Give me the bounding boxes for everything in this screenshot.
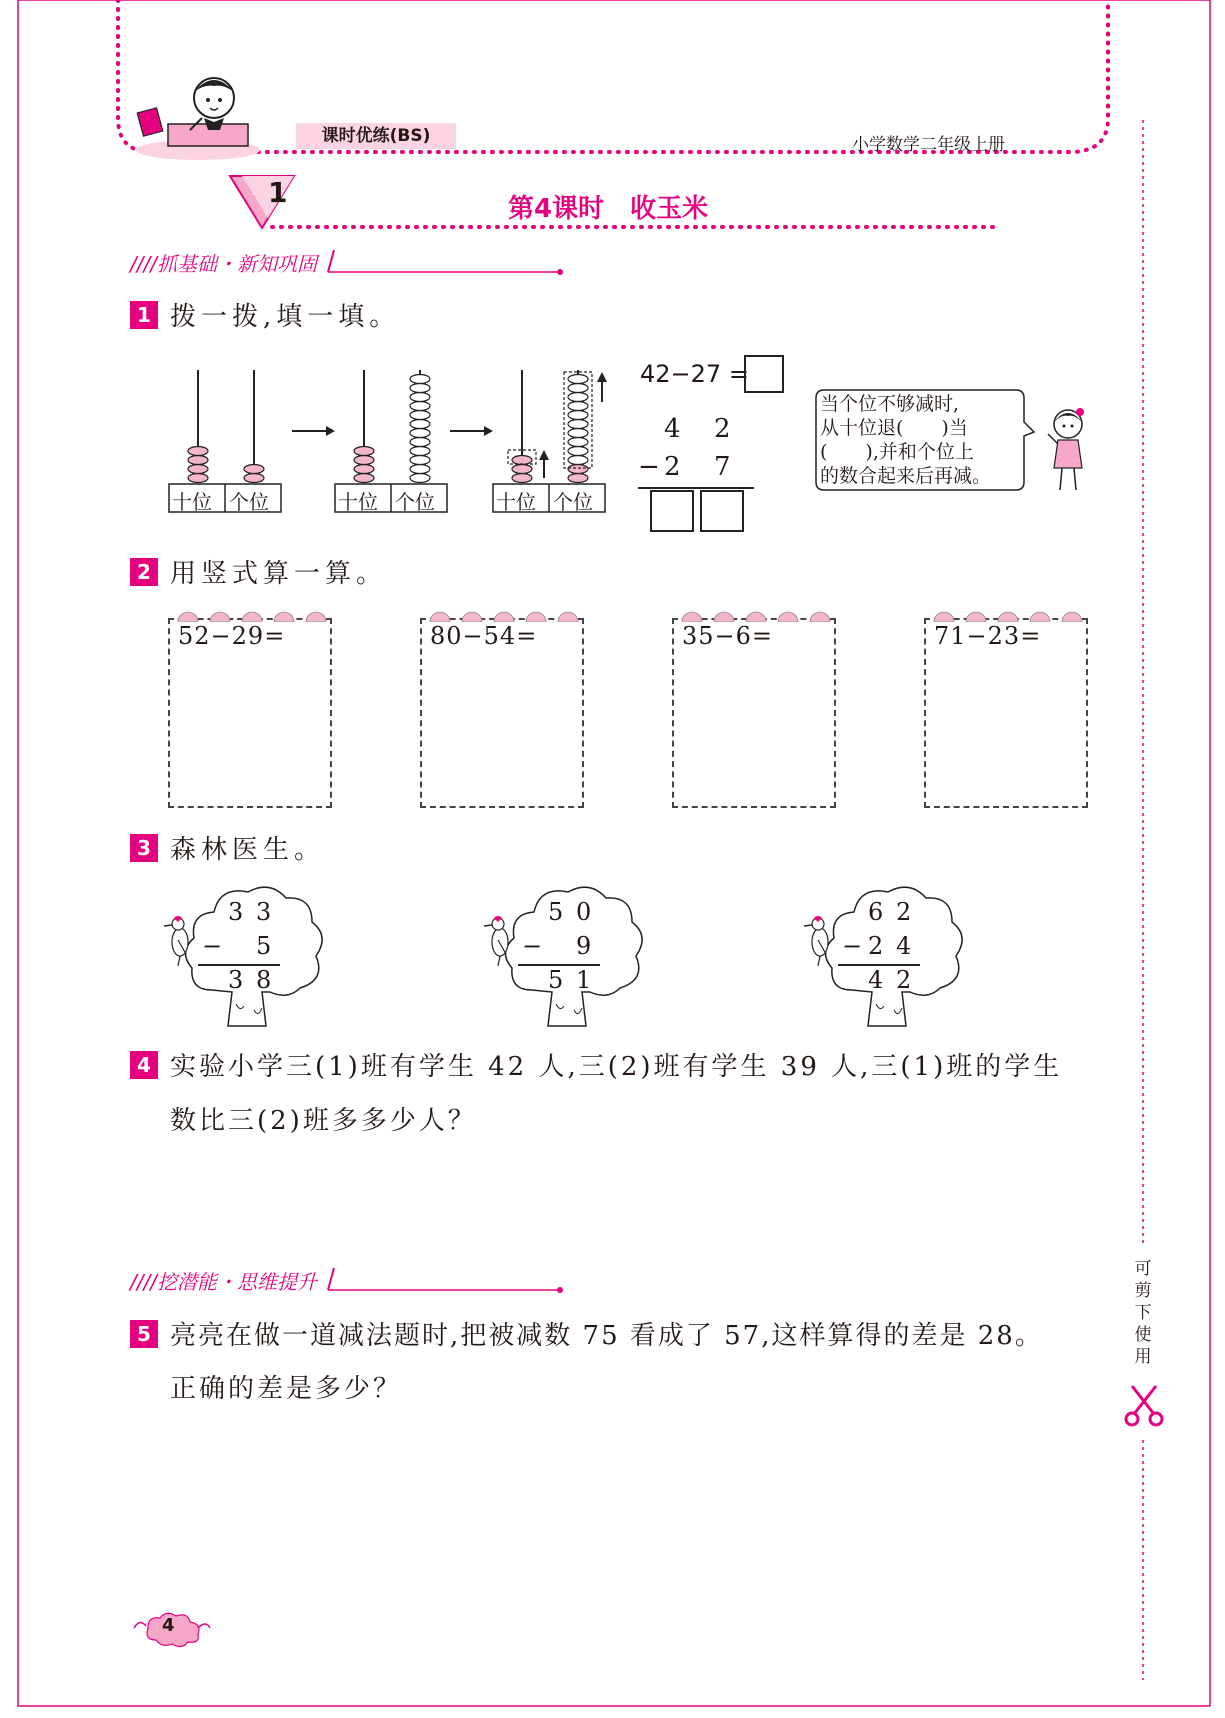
woodpecker-icon bbox=[804, 914, 834, 968]
tree-1-bottom-ones: 5 bbox=[256, 932, 272, 960]
q5-number: 5 bbox=[130, 1320, 158, 1348]
girl-illustration bbox=[1044, 404, 1092, 496]
arrow-2-icon bbox=[450, 424, 494, 438]
q3-text: 森林医生。 bbox=[170, 835, 326, 865]
hint-line-3: ( ),并和个位上 bbox=[820, 441, 974, 463]
tree-problem-3 bbox=[810, 880, 970, 1030]
tree-problem-2 bbox=[490, 880, 650, 1030]
unit-number: 1 bbox=[268, 176, 288, 209]
q3-number: 3 bbox=[130, 834, 158, 862]
hint-text bbox=[820, 392, 991, 488]
q1-vertical-top-ones: 2 bbox=[714, 414, 731, 444]
calc-box-2[interactable] bbox=[420, 618, 584, 808]
q1-vertical-line bbox=[638, 487, 754, 489]
tree-2-top-tens: 5 bbox=[548, 898, 564, 926]
section-advanced-title: ////挖潜能・思维提升 bbox=[130, 1270, 317, 1294]
arrow-1-icon bbox=[292, 424, 336, 438]
tree-3-bottom-ones: 4 bbox=[896, 932, 912, 960]
tree-problem-1 bbox=[170, 880, 330, 1030]
tree-2-result-ones: 1 bbox=[576, 966, 592, 994]
tree-2-result-tens: 5 bbox=[548, 966, 564, 994]
page-number: 4 bbox=[162, 1615, 175, 1636]
calc-box-3[interactable] bbox=[672, 618, 836, 808]
lesson-title: 第4课时 收玉米 bbox=[508, 194, 709, 224]
q1-result-ones-box[interactable] bbox=[700, 490, 744, 532]
woodpecker-icon bbox=[164, 914, 194, 968]
tree-1-result-tens: 3 bbox=[228, 966, 244, 994]
q1-result-tens-box[interactable] bbox=[650, 490, 694, 532]
cut-here-text bbox=[1130, 1258, 1156, 1368]
series-text: 课时优练(BS) bbox=[321, 126, 431, 146]
abacus-2-tens-label: 十位 bbox=[338, 490, 378, 514]
cut-char-1: 可 bbox=[1134, 1259, 1152, 1279]
calc-problem-1: 52−29= bbox=[178, 622, 286, 650]
abacus-3-tens-label: 十位 bbox=[496, 490, 536, 514]
q1-vertical-minus: − bbox=[638, 452, 660, 482]
tree-3-top-ones: 2 bbox=[896, 898, 912, 926]
tree-1-minus: − bbox=[202, 932, 223, 960]
tree-3-result-tens: 4 bbox=[868, 966, 884, 994]
section-basic-underline bbox=[326, 248, 566, 278]
hint-line-4: 的数合起来后再减。 bbox=[820, 465, 992, 487]
bumps-decoration bbox=[426, 608, 586, 622]
bumps-decoration bbox=[678, 608, 838, 622]
q1-text: 拨一拨,填一填。 bbox=[170, 302, 401, 332]
hint-line-1: 当个位不够减时, bbox=[820, 393, 960, 415]
cut-char-4: 使 bbox=[1134, 1325, 1152, 1345]
tree-3-result-ones: 2 bbox=[896, 966, 912, 994]
q4-line-2: 数比三(2)班多多少人？ bbox=[170, 1106, 477, 1136]
bumps-decoration bbox=[930, 608, 1090, 622]
q1-answer-box[interactable] bbox=[744, 355, 784, 393]
hint-line-2: 从十位退( )当 bbox=[820, 417, 968, 439]
calc-box-1[interactable] bbox=[168, 618, 332, 808]
abacus-2-ones-label: 个位 bbox=[395, 490, 435, 514]
q1-number: 1 bbox=[130, 301, 158, 329]
scissors-icon bbox=[1124, 1384, 1164, 1428]
cut-char-5: 用 bbox=[1134, 1347, 1152, 1367]
q5-line-2: 正确的差是多少？ bbox=[170, 1374, 403, 1404]
q1-vertical-top-tens: 4 bbox=[664, 414, 681, 444]
woodpecker-icon bbox=[484, 914, 514, 968]
tree-1-top-tens: 3 bbox=[228, 898, 244, 926]
book-title: 小学数学二年级上册 bbox=[852, 135, 1005, 155]
calc-problem-4: 71−23= bbox=[934, 622, 1042, 650]
q1-vertical-bottom-ones: 7 bbox=[714, 452, 731, 482]
calc-box-4[interactable] bbox=[924, 618, 1088, 808]
cut-char-3: 下 bbox=[1134, 1303, 1152, 1323]
tree-2-minus: − bbox=[522, 932, 543, 960]
q2-text: 用竖式算一算。 bbox=[170, 559, 388, 589]
q4-line-1: 实验小学三(1)班有学生 42 人,三(2)班有学生 39 人,三(1)班的学生 bbox=[170, 1052, 1063, 1082]
tree-2-bottom-ones: 9 bbox=[576, 932, 592, 960]
q4-number: 4 bbox=[130, 1051, 158, 1079]
tree-1-result-ones: 8 bbox=[256, 966, 272, 994]
tree-illustration bbox=[170, 880, 330, 1030]
tree-1-top-ones: 3 bbox=[256, 898, 272, 926]
q2-number: 2 bbox=[130, 558, 158, 586]
abacus-1-tens-label: 十位 bbox=[172, 490, 212, 514]
boy-writing-illustration bbox=[130, 70, 260, 160]
tree-3-bottom-tens: 2 bbox=[868, 932, 884, 960]
bumps-decoration bbox=[174, 608, 334, 622]
abacus-3-ones-label: 个位 bbox=[553, 490, 593, 514]
section-advanced-underline bbox=[326, 1266, 566, 1296]
section-basic-title: ////抓基础・新知巩固 bbox=[130, 252, 317, 276]
tree-illustration bbox=[810, 880, 970, 1030]
tree-3-top-tens: 6 bbox=[868, 898, 884, 926]
title-dotted-line bbox=[270, 222, 1000, 232]
q1-equation: 42−27 = bbox=[640, 360, 749, 388]
series-label bbox=[296, 123, 456, 149]
tree-3-minus: − bbox=[842, 932, 863, 960]
tree-2-top-ones: 0 bbox=[576, 898, 592, 926]
q1-vertical-bottom-tens: 2 bbox=[664, 452, 681, 482]
calc-problem-3: 35−6= bbox=[682, 622, 774, 650]
tree-illustration bbox=[490, 880, 650, 1030]
calc-problem-2: 80−54= bbox=[430, 622, 538, 650]
abacus-1-ones-label: 个位 bbox=[229, 490, 269, 514]
q5-line-1: 亮亮在做一道减法题时,把被减数 75 看成了 57,这样算得的差是 28。 bbox=[170, 1321, 1043, 1351]
cut-char-2: 剪 bbox=[1134, 1281, 1152, 1301]
